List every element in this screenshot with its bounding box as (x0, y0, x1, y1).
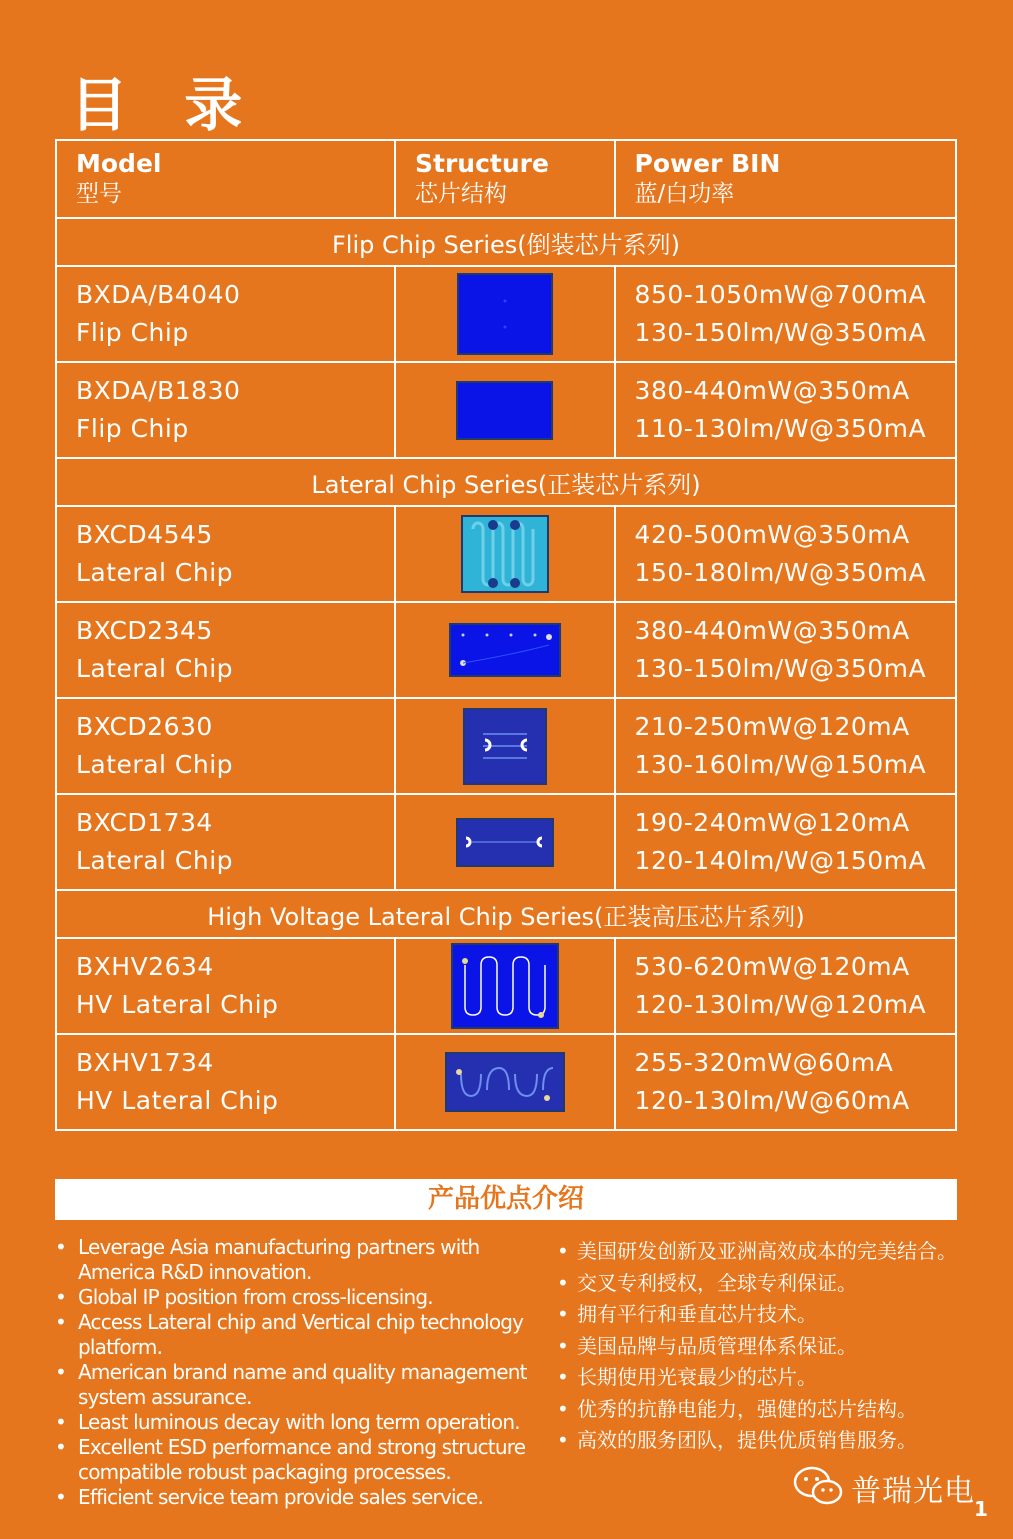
model-cell (56, 266, 395, 362)
list-item: • 美国品牌与品质管理体系保证。 (557, 1331, 977, 1363)
model-name: BXCD4545 (76, 520, 213, 549)
chip-image-flip-1830 (456, 381, 553, 440)
model-cell (56, 506, 395, 602)
list-item: • 长期使用光衰最少的芯片。 (557, 1362, 977, 1394)
power-efficacy: 120-130lm/W@120mA (634, 990, 927, 1019)
list-item: • American brand name and quality management system assurance. (55, 1360, 535, 1410)
list-item: • Efficient service team provide sales service. (55, 1485, 535, 1510)
power-cell (615, 506, 956, 602)
structure-cell (395, 602, 615, 698)
power-mw: 380-440mW@350mA (634, 376, 910, 405)
power-efficacy: 120-130lm/W@60mA (634, 1086, 910, 1115)
table-row (56, 362, 956, 458)
chip-image-hv-1734 (445, 1052, 565, 1112)
list-item: • 美国研发创新及亚洲高效成本的完美结合。 (557, 1236, 977, 1268)
list-item: • 拥有平行和垂直芯片技术。 (557, 1299, 977, 1331)
power-efficacy: 130-160lm/W@150mA (634, 750, 927, 779)
power-cell (615, 602, 956, 698)
list-item: • Global IP position from cross-licensing. (55, 1285, 535, 1310)
structure-cell (395, 794, 615, 890)
model-name: BXCD2345 (76, 616, 213, 645)
power-mw: 380-440mW@350mA (634, 616, 910, 645)
chip-image-hv-2634 (451, 943, 559, 1029)
chip-type: HV Lateral Chip (76, 990, 279, 1019)
list-item: • 交叉专利授权，全球专利保证。 (557, 1268, 977, 1300)
table-row (56, 938, 956, 1034)
header-model-zh: 型号 (76, 181, 122, 207)
power-efficacy: 130-150lm/W@350mA (634, 654, 927, 683)
chip-type: Flip Chip (76, 318, 189, 347)
power-mw: 420-500mW@350mA (634, 520, 910, 549)
advantages-heading: 产品优点介绍 (55, 1179, 957, 1220)
model-cell (56, 362, 395, 458)
power-mw: 210-250mW@120mA (634, 712, 910, 741)
series-title: High Voltage Lateral Chip Series(正装高压芯片系列) (56, 890, 956, 938)
series-row (56, 890, 956, 938)
chip-type: Lateral Chip (76, 750, 234, 779)
power-mw: 190-240mW@120mA (634, 808, 910, 837)
chip-image-flip-4040 (457, 273, 553, 355)
chip-image-lateral-1734 (456, 818, 554, 867)
power-mw: 255-320mW@60mA (634, 1048, 894, 1077)
structure-cell (395, 506, 615, 602)
chip-type: HV Lateral Chip (76, 1086, 279, 1115)
header-structure-en: Structure (414, 149, 549, 178)
model-cell (56, 938, 395, 1034)
power-cell (615, 1034, 956, 1130)
model-name: BXDA/B1830 (76, 376, 241, 405)
power-cell (615, 794, 956, 890)
structure-cell (395, 698, 615, 794)
list-item: • Access Lateral chip and Vertical chip technology platform. (55, 1310, 535, 1360)
structure-cell (395, 266, 615, 362)
chip-image-lateral-4545 (461, 515, 549, 593)
structure-cell (395, 362, 615, 458)
model-name: BXCD1734 (76, 808, 213, 837)
power-efficacy: 130-150lm/W@350mA (634, 318, 927, 347)
power-cell (615, 698, 956, 794)
list-item: • Excellent ESD performance and strong structure compatible robust packaging processes. (55, 1435, 535, 1485)
chip-image-lateral-2630 (463, 708, 547, 785)
model-name: BXHV1734 (76, 1048, 214, 1077)
table-row (56, 602, 956, 698)
chip-type: Lateral Chip (76, 654, 234, 683)
header-power-zh: 蓝/白功率 (634, 181, 735, 207)
table-row (56, 698, 956, 794)
wechat-icon (793, 1466, 843, 1510)
header-model-en: Model (76, 149, 162, 178)
advantages-list-zh (557, 1236, 977, 1457)
list-item: • 优秀的抗静电能力，强健的芯片结构。 (557, 1394, 977, 1426)
series-row (56, 458, 956, 506)
power-mw: 850-1050mW@700mA (634, 280, 927, 309)
power-efficacy: 110-130lm/W@350mA (634, 414, 927, 443)
power-cell (615, 362, 956, 458)
brand-name: 普瑞光电 (851, 1474, 975, 1509)
list-item: • Least luminous decay with long term operation. (55, 1410, 535, 1435)
model-cell (56, 794, 395, 890)
structure-cell (395, 938, 615, 1034)
model-name: BXDA/B4040 (76, 280, 241, 309)
brand-logo (793, 1466, 975, 1510)
page-title: 目 录 (70, 71, 261, 139)
table-header-row (56, 140, 956, 218)
header-model (56, 140, 395, 218)
model-cell (56, 1034, 395, 1130)
model-cell (56, 602, 395, 698)
header-power (615, 140, 956, 218)
table-row (56, 266, 956, 362)
page-number: 1 (974, 1497, 988, 1521)
series-title: Lateral Chip Series(正装芯片系列) (56, 458, 956, 506)
structure-cell (395, 1034, 615, 1130)
table-row (56, 506, 956, 602)
series-title: Flip Chip Series(倒装芯片系列) (56, 218, 956, 266)
chip-image-lateral-2345 (449, 623, 561, 677)
model-name: BXHV2634 (76, 952, 214, 981)
list-item: • 高效的服务团队，提供优质销售服务。 (557, 1425, 977, 1457)
advantages-list-en (55, 1235, 535, 1510)
power-cell (615, 266, 956, 362)
power-cell (615, 938, 956, 1034)
power-efficacy: 150-180lm/W@350mA (634, 558, 927, 587)
header-structure-zh: 芯片结构 (414, 181, 507, 207)
chip-type: Flip Chip (76, 414, 189, 443)
table-row (56, 794, 956, 890)
chip-table (55, 139, 957, 1131)
header-structure (395, 140, 615, 218)
table-row (56, 1034, 956, 1130)
list-item: • Leverage Asia manufacturing partners with America R&D innovation. (55, 1235, 535, 1285)
chip-type: Lateral Chip (76, 558, 234, 587)
chip-type: Lateral Chip (76, 846, 234, 875)
power-mw: 530-620mW@120mA (634, 952, 910, 981)
model-name: BXCD2630 (76, 712, 213, 741)
header-power-en: Power BIN (634, 149, 781, 178)
series-row (56, 218, 956, 266)
power-efficacy: 120-140lm/W@150mA (634, 846, 927, 875)
model-cell (56, 698, 395, 794)
